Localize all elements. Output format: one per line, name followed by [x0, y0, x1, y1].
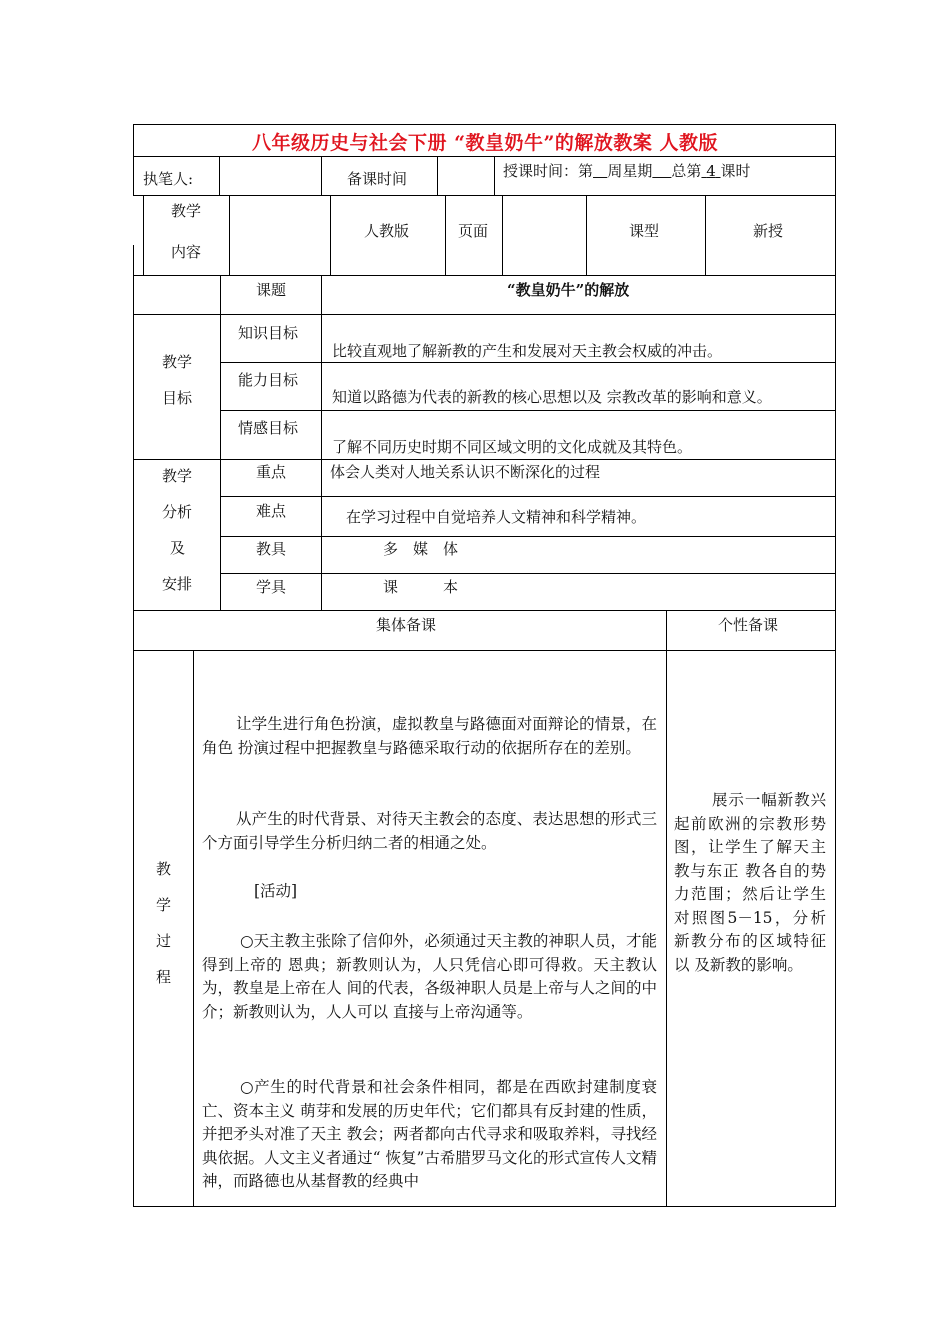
- key-point-value: 体会人类对人地关系认识不断深化的过程: [330, 463, 601, 481]
- emotion-goal-label: 情感目标: [238, 419, 299, 437]
- teaching-aid-value: 多 媒 体: [383, 540, 459, 558]
- writer-label: 执笔人:: [143, 170, 194, 188]
- knowledge-goal-label: 知识目标: [238, 324, 299, 342]
- lesson-type-label: 课型: [629, 222, 660, 240]
- topic-value: “教皇奶牛”的解放: [507, 281, 630, 299]
- difficulty-label: 难点: [256, 502, 287, 520]
- process-label-3: 过: [156, 932, 172, 950]
- knowledge-goal-value: 比较直观地了解新教的产生和发展对天主教会权威的冲击。: [332, 342, 723, 360]
- collective-prep-label: 集体备课: [376, 616, 437, 634]
- objectives-label-1: 教学: [162, 353, 193, 371]
- page-title: 八年级历史与社会下册 “教皇奶牛”的解放教案 人教版: [251, 132, 719, 154]
- process-paragraph-1: 让学生进行角色扮演，虚拟教皇与路德面对面辩论的情景，在角色 扮演过程中把握教皇与路德采取行动的依据所存在的差别。: [202, 715, 657, 757]
- activity-heading: [活动]: [254, 882, 298, 900]
- individual-prep-label: 个性备课: [718, 616, 779, 634]
- edition-value: 人教版: [364, 222, 410, 240]
- prep-time-label: 备课时间: [347, 170, 408, 188]
- content-row: [143, 196, 836, 276]
- lesson-type-value: 新授: [753, 222, 784, 240]
- page-label: 页面: [458, 222, 489, 240]
- analysis-label-4: 安排: [162, 575, 193, 593]
- process-paragraph-2: 从产生的时代背景、对待天主教会的态度、表达思想的形式三 个方面引导学生分析归纳二者的相通之处。: [202, 810, 657, 852]
- emotion-goal-value: 了解不同历史时期不同区域文明的文化成就及其特色。: [332, 438, 693, 456]
- analysis-label-1: 教学: [162, 467, 193, 485]
- content-label-1: 教学: [171, 202, 202, 220]
- content-label-2: 内容: [171, 243, 202, 261]
- key-point-label: 重点: [256, 463, 287, 481]
- process-label-2: 学: [156, 896, 172, 914]
- learning-aid-label: 学具: [256, 578, 287, 596]
- class-time-label: 授课时间：第 周星期 总第 4 课时: [503, 162, 751, 180]
- difficulty-value: 在学习过程中自觉培养人文精神和科学精神。: [346, 508, 647, 526]
- process-paragraph-3: ○天主教主张除了信仰外，必须通过天主教的神职人员，才能得到上帝的 恩典；新教则认为，人只凭信心即可得救。天主教认为，教皇是上帝在人 间的代表，各级神职人员是上帝与人之间的中介；新教则认为，人人可以 直接与上帝沟通等。: [202, 932, 657, 1021]
- ability-goal-label: 能力目标: [238, 371, 299, 389]
- analysis-label-3: 及: [170, 539, 186, 557]
- process-paragraph-4: ○产生的时代背景和社会条件相同，都是在西欧封建制度衰亡、资本主义 萌芽和发展的历史年代；它们都具有反封建的性质，并把矛头对准了天主 教会；两者都向古代寻求和吸取养料，寻找经典依据。人文主义者通过“ 恢复”古希腊罗马文化的形式宣传人文精神，而路德也从基督教的经典中: [202, 1078, 657, 1190]
- learning-aid-value: 课 本: [383, 578, 459, 596]
- process-label-1: 教: [156, 860, 172, 878]
- objectives-label-2: 目标: [162, 389, 193, 407]
- topic-label: 课题: [256, 281, 287, 299]
- teaching-aid-label: 教具: [256, 540, 287, 558]
- ability-goal-value: 知道以路德为代表的新教的核心思想以及 宗教改革的影响和意义。: [332, 388, 772, 406]
- process-label-4: 程: [156, 968, 172, 986]
- individual-prep-note: 展示一幅新教兴起前欧洲的宗教形势图，让学生了解天主教与东正 教各自的势力范围；然后让学生对照图5－15，分析新教分布的区域特征以 及新教的影响。: [674, 791, 826, 974]
- analysis-label-2: 分析: [162, 503, 193, 521]
